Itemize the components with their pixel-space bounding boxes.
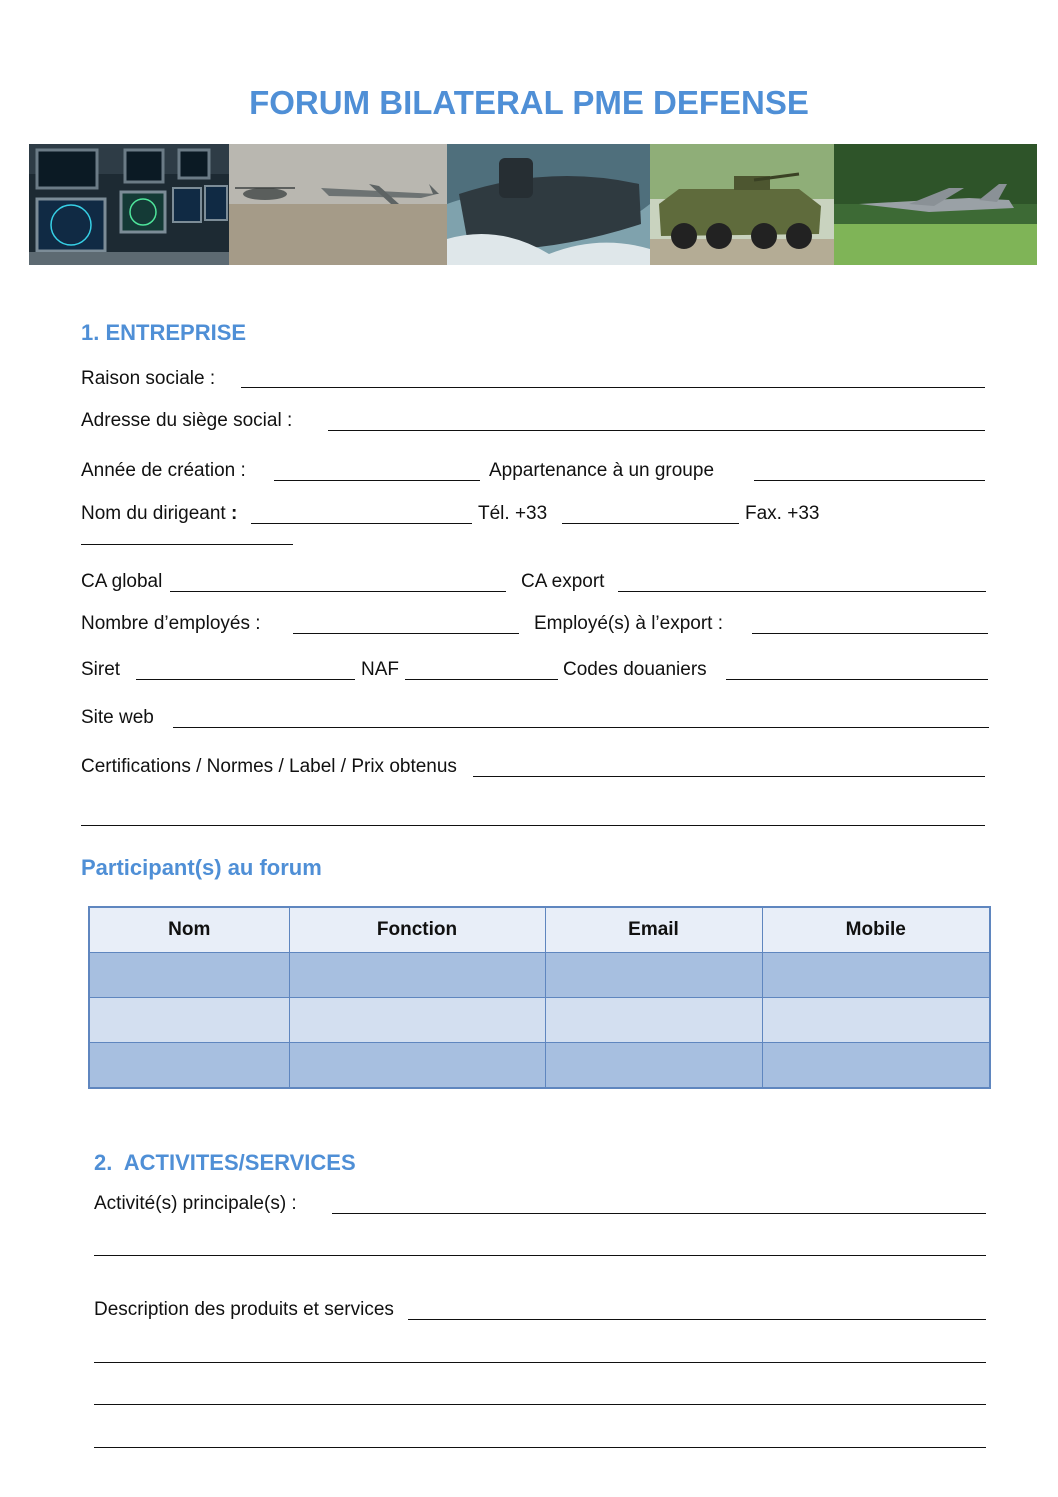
table-cell-email[interactable]	[545, 1043, 762, 1089]
table-cell-mobile[interactable]	[762, 1043, 990, 1089]
table-cell-mobile[interactable]	[762, 953, 990, 998]
naf-label: NAF	[361, 659, 399, 680]
table-cell-mobile[interactable]	[762, 998, 990, 1043]
nom-dirigeant-field[interactable]	[251, 523, 472, 524]
siret-field[interactable]	[136, 679, 355, 680]
nom-dirigeant-label	[81, 503, 237, 525]
table-row	[89, 998, 990, 1043]
nb-employes-field[interactable]	[293, 633, 519, 634]
section-heading-activites: 2. ACTIVITES/SERVICES	[94, 1150, 356, 1175]
description-field[interactable]	[408, 1319, 986, 1320]
annee-creation-field[interactable]	[274, 480, 480, 481]
table-cell-nom[interactable]	[89, 1043, 289, 1089]
certifications-field-line-2[interactable]	[81, 825, 985, 826]
photo-banner	[29, 144, 1037, 265]
siret-label: Siret	[81, 659, 121, 680]
submarine-image	[447, 144, 650, 265]
employes-export-label: Employé(s) à l’export :	[534, 613, 724, 634]
participants-table	[88, 906, 991, 1089]
adresse-field[interactable]	[328, 430, 985, 431]
certifications-field[interactable]	[473, 776, 985, 777]
radar-console-image	[29, 144, 229, 265]
ca-global-label: CA global	[81, 571, 163, 592]
description-label: Description des produits et services	[94, 1299, 394, 1320]
table-cell-fonction[interactable]	[289, 953, 545, 998]
fax-field[interactable]	[81, 544, 293, 545]
column-header-email: Email	[545, 907, 762, 953]
codes-douaniers-label: Codes douaniers	[563, 659, 707, 680]
ca-global-field[interactable]	[170, 591, 506, 592]
table-row	[89, 953, 990, 998]
column-header-mobile: Mobile	[762, 907, 990, 953]
description-field-line-4[interactable]	[94, 1447, 986, 1448]
table-cell-fonction[interactable]	[289, 998, 545, 1043]
fighter-jet-image	[834, 144, 1037, 265]
raison-sociale-label: Raison sociale :	[81, 368, 216, 389]
raison-sociale-field[interactable]	[241, 387, 985, 388]
nom-dirigeant-colon: :	[230, 503, 238, 524]
nom-dirigeant-text: Nom du dirigeant	[81, 503, 226, 524]
activites-field-line-2[interactable]	[94, 1255, 986, 1256]
table-cell-fonction[interactable]	[289, 1043, 545, 1089]
participants-heading: Participant(s) au forum	[81, 855, 322, 880]
activites-field[interactable]	[332, 1213, 986, 1214]
description-field-line-2[interactable]	[94, 1362, 986, 1363]
ca-export-label: CA export	[521, 571, 605, 592]
nb-employes-label: Nombre d’employés :	[81, 613, 261, 634]
table-cell-email[interactable]	[545, 953, 762, 998]
site-web-label: Site web	[81, 707, 154, 728]
ca-export-field[interactable]	[618, 591, 986, 592]
table-cell-email[interactable]	[545, 998, 762, 1043]
page-title: FORUM BILATERAL PME DEFENSE	[249, 84, 809, 121]
table-cell-nom[interactable]	[89, 953, 289, 998]
activites-label: Activité(s) principale(s) :	[94, 1193, 297, 1214]
codes-douaniers-field[interactable]	[726, 679, 988, 680]
adresse-label: Adresse du siège social :	[81, 410, 293, 431]
naf-field[interactable]	[405, 679, 558, 680]
appartenance-label: Appartenance à un groupe	[489, 460, 715, 481]
table-cell-nom[interactable]	[89, 998, 289, 1043]
column-header-fonction: Fonction	[289, 907, 545, 953]
tel-label: Tél. +33	[478, 503, 548, 524]
table-row	[89, 1043, 990, 1089]
annee-creation-label: Année de création :	[81, 460, 246, 481]
appartenance-field[interactable]	[754, 480, 985, 481]
section-heading-entreprise: 1. ENTREPRISE	[81, 320, 247, 345]
description-field-line-3[interactable]	[94, 1404, 986, 1405]
fax-label: Fax. +33	[745, 503, 820, 524]
tel-field[interactable]	[562, 523, 739, 524]
armored-vehicle-image	[650, 144, 834, 265]
column-header-nom: Nom	[89, 907, 289, 953]
certifications-label: Certifications / Normes / Label / Prix obtenus	[81, 756, 457, 777]
table-header-row	[89, 907, 990, 953]
employes-export-field[interactable]	[752, 633, 988, 634]
aircraft-sky-image	[229, 144, 447, 265]
site-web-field[interactable]	[173, 727, 989, 728]
